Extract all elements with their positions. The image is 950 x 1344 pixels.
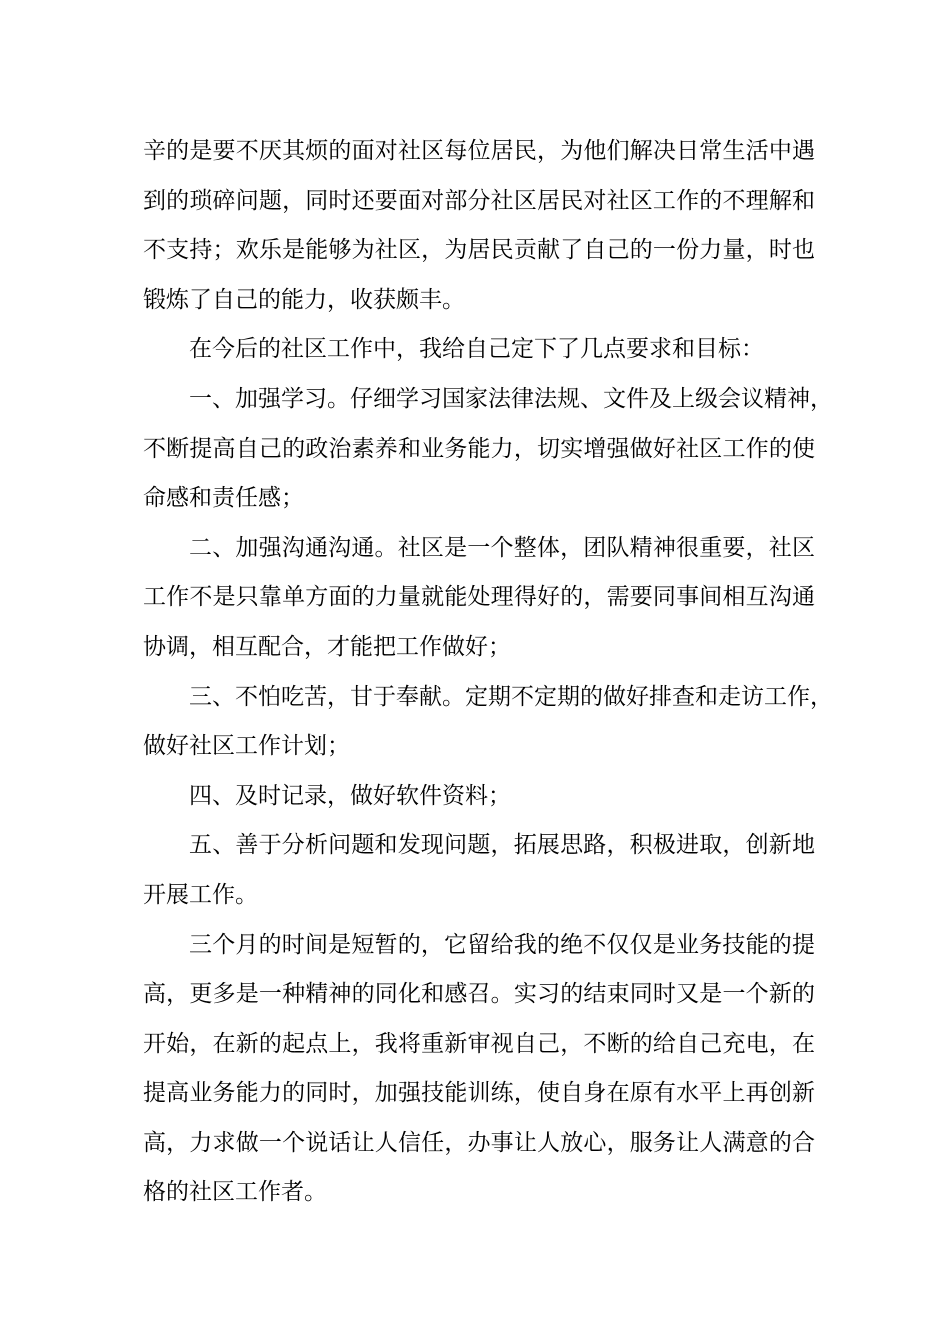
text-line: 工作不是只靠单方面的力量就能处理得好的，需要同事间相互沟通 (143, 584, 815, 611)
text-line: 二、加强沟通沟通。社区是一个整体，团队精神很重要，社区 (189, 534, 815, 561)
text-line: 高，力求做一个说话让人信任，办事让人放心，服务让人满意的合 (143, 1129, 815, 1156)
text-line: 在今后的社区工作中，我给自己定下了几点要求和目标： (189, 336, 764, 363)
text-line: 高，更多是一种精神的同化和感召。实习的结束同时又是一个新的 (143, 981, 815, 1008)
text-line: 一、加强学习。仔细学习国家法律法规、文件及上级会议精神， (189, 385, 833, 412)
text-line: 不支持；欢乐是能够为社区，为居民贡献了自己的一份力量，时也 (143, 237, 815, 264)
text-line: 不断提高自己的政治素养和业务能力，切实增强做好社区工作的使 (143, 435, 815, 462)
body-text (143, 127, 833, 1218)
text-line: 到的琐碎问题，同时还要面对部分社区居民对社区工作的不理解和 (143, 187, 815, 214)
text-line: 五、善于分析问题和发现问题，拓展思路，积极进取，创新地 (189, 832, 815, 859)
text-line: 辛的是要不厌其烦的面对社区每位居民，为他们解决日常生活中遇 (143, 138, 815, 164)
text-line: 做好社区工作计划； (143, 733, 350, 760)
text-line: 三、不怕吃苦，甘于奉献。定期不定期的做好排查和走访工作， (189, 683, 833, 710)
text-line: 格的社区工作者。 (143, 1179, 327, 1206)
text-line: 四、及时记录，做好软件资料； (189, 782, 511, 809)
text-line: 开展工作。 (143, 881, 258, 908)
text-line: 锻炼了自己的能力，收获颇丰。 (143, 286, 465, 313)
text-line: 开始，在新的起点上，我将重新审视自己，不断的给自己充电，在 (143, 1030, 815, 1057)
text-line: 提高业务能力的同时，加强技能训练，使自身在原有水平上再创新 (143, 1080, 815, 1107)
text-line: 协调，相互配合，才能把工作做好； (143, 633, 511, 660)
text-line: 三个月的时间是短暂的，它留给我的绝不仅仅是业务技能的提 (189, 931, 815, 958)
text-line: 命感和责任感； (143, 485, 304, 512)
